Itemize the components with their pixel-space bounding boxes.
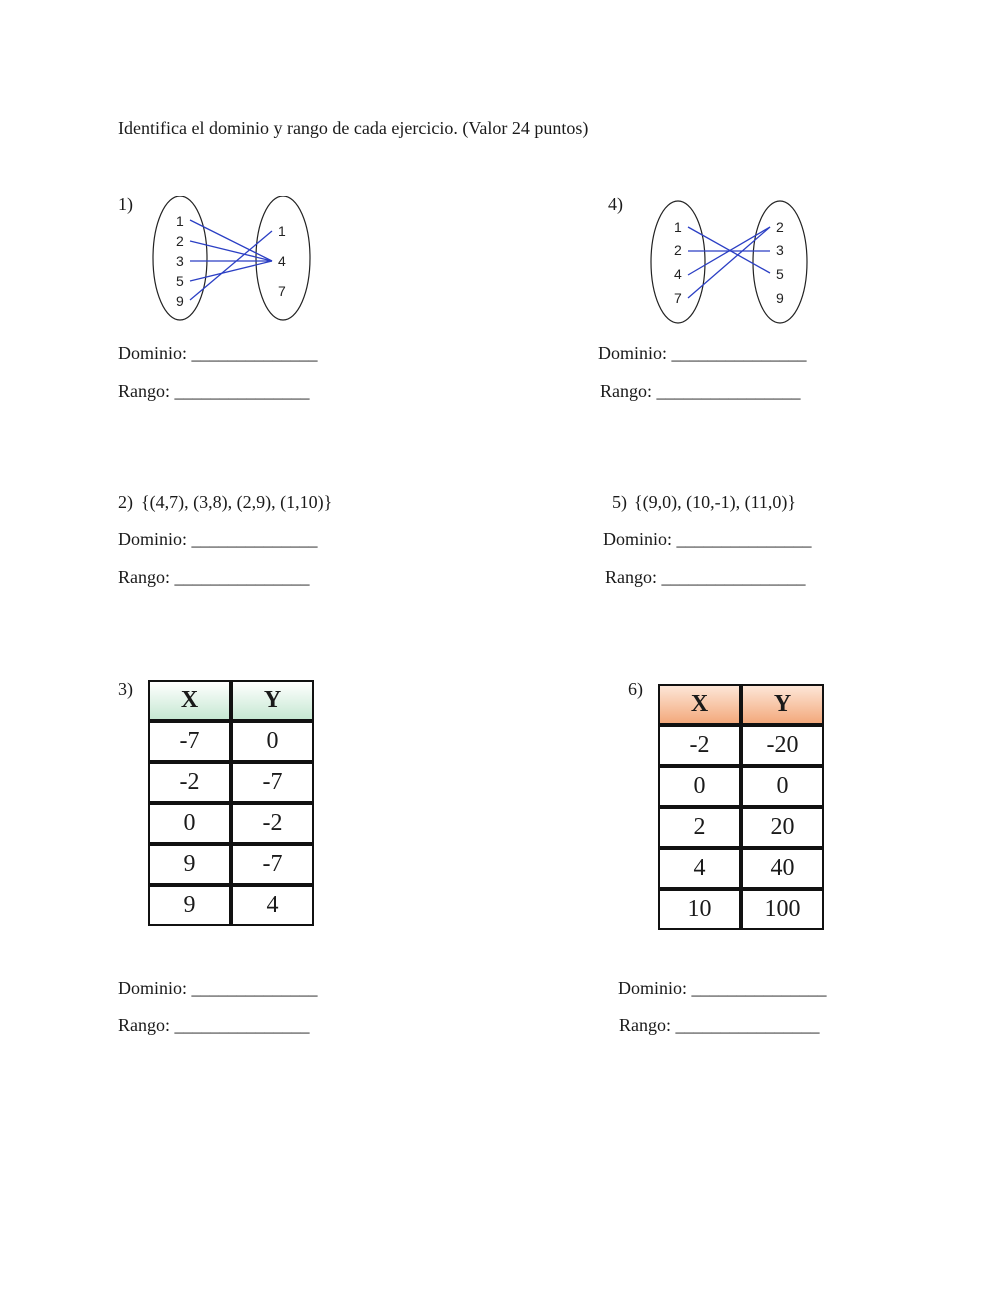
right-element: 3	[776, 242, 784, 258]
table-cell: 4	[231, 885, 314, 926]
left-element: 3	[176, 253, 184, 269]
exercise-3-dominio: Dominio: ______________	[118, 978, 318, 998]
table-cell: 4	[658, 848, 741, 889]
right-element: 1	[278, 223, 286, 239]
mapping-arrow	[688, 227, 770, 298]
column-header-x: X	[658, 684, 741, 725]
table-cell: 0	[658, 766, 741, 807]
table-cell: -7	[231, 844, 314, 885]
exercise-4-number: 4)	[608, 194, 623, 214]
exercise-6-table	[658, 684, 824, 930]
exercise-4-dominio: Dominio: _______________	[598, 343, 807, 363]
table-cell: -2	[231, 803, 314, 844]
table-row	[148, 844, 314, 885]
left-element: 9	[176, 293, 184, 309]
exercise-3-number: 3)	[118, 679, 133, 699]
right-element: 2	[776, 219, 784, 235]
exercise-1-mapping-diagram	[150, 196, 320, 331]
left-element: 2	[674, 242, 682, 258]
exercise-2-dominio: Dominio: ______________	[118, 529, 318, 549]
exercise-3-rango: Rango: _______________	[118, 1015, 310, 1035]
right-element: 5	[776, 266, 784, 282]
table-cell: 0	[741, 766, 824, 807]
exercise-3-table	[148, 680, 314, 926]
column-header-y: Y	[741, 684, 824, 725]
exercise-2-rango: Rango: _______________	[118, 567, 310, 587]
table-cell: -2	[658, 725, 741, 766]
left-element: 2	[176, 233, 184, 249]
table-cell: 0	[231, 721, 314, 762]
table-cell: -7	[148, 721, 231, 762]
table-cell: 100	[741, 889, 824, 930]
left-element: 7	[674, 290, 682, 306]
table-cell: 10	[658, 889, 741, 930]
exercise-6-dominio: Dominio: _______________	[618, 978, 827, 998]
table-cell: -2	[148, 762, 231, 803]
table-header-row	[148, 680, 314, 721]
table-row	[658, 725, 824, 766]
table-cell: 20	[741, 807, 824, 848]
left-element: 1	[674, 219, 682, 235]
left-element: 1	[176, 213, 184, 229]
table-cell: 0	[148, 803, 231, 844]
exercise-2-number: 2)	[118, 492, 133, 512]
left-element: 4	[674, 266, 682, 282]
exercise-4-mapping-diagram	[650, 200, 820, 330]
right-element: 9	[776, 290, 784, 306]
table-header-row	[658, 684, 824, 725]
exercise-1-dominio: Dominio: ______________	[118, 343, 318, 363]
exercise-5-number: 5)	[612, 492, 627, 512]
table-cell: 40	[741, 848, 824, 889]
right-element: 7	[278, 283, 286, 299]
mapping-arrow	[190, 261, 272, 281]
left-element: 5	[176, 273, 184, 289]
table-cell: 9	[148, 844, 231, 885]
table-row	[148, 762, 314, 803]
exercise-1-number: 1)	[118, 194, 133, 214]
table-cell: 9	[148, 885, 231, 926]
column-header-x: X	[148, 680, 231, 721]
table-row	[658, 807, 824, 848]
column-header-y: Y	[231, 680, 314, 721]
exercise-5-rango: Rango: ________________	[605, 567, 806, 587]
mapping-arrow	[190, 241, 272, 261]
table-cell: 2	[658, 807, 741, 848]
exercise-5-set: {(9,0), (10,-1), (11,0)}	[634, 492, 797, 512]
table-row	[658, 889, 824, 930]
exercise-6-number: 6)	[628, 679, 643, 699]
table-row	[148, 721, 314, 762]
table-row	[658, 848, 824, 889]
exercise-1-rango: Rango: _______________	[118, 381, 310, 401]
instructions: Identifica el dominio y rango de cada ejercicio. (Valor 24 puntos)	[118, 118, 589, 138]
exercise-4-rango: Rango: ________________	[600, 381, 801, 401]
table-row	[148, 885, 314, 926]
table-row	[658, 766, 824, 807]
exercise-6-rango: Rango: ________________	[619, 1015, 820, 1035]
table-row	[148, 803, 314, 844]
table-cell: -20	[741, 725, 824, 766]
table-cell: -7	[231, 762, 314, 803]
right-element: 4	[278, 253, 286, 269]
exercise-2-set: {(4,7), (3,8), (2,9), (1,10)}	[141, 492, 333, 512]
exercise-5-dominio: Dominio: _______________	[603, 529, 812, 549]
